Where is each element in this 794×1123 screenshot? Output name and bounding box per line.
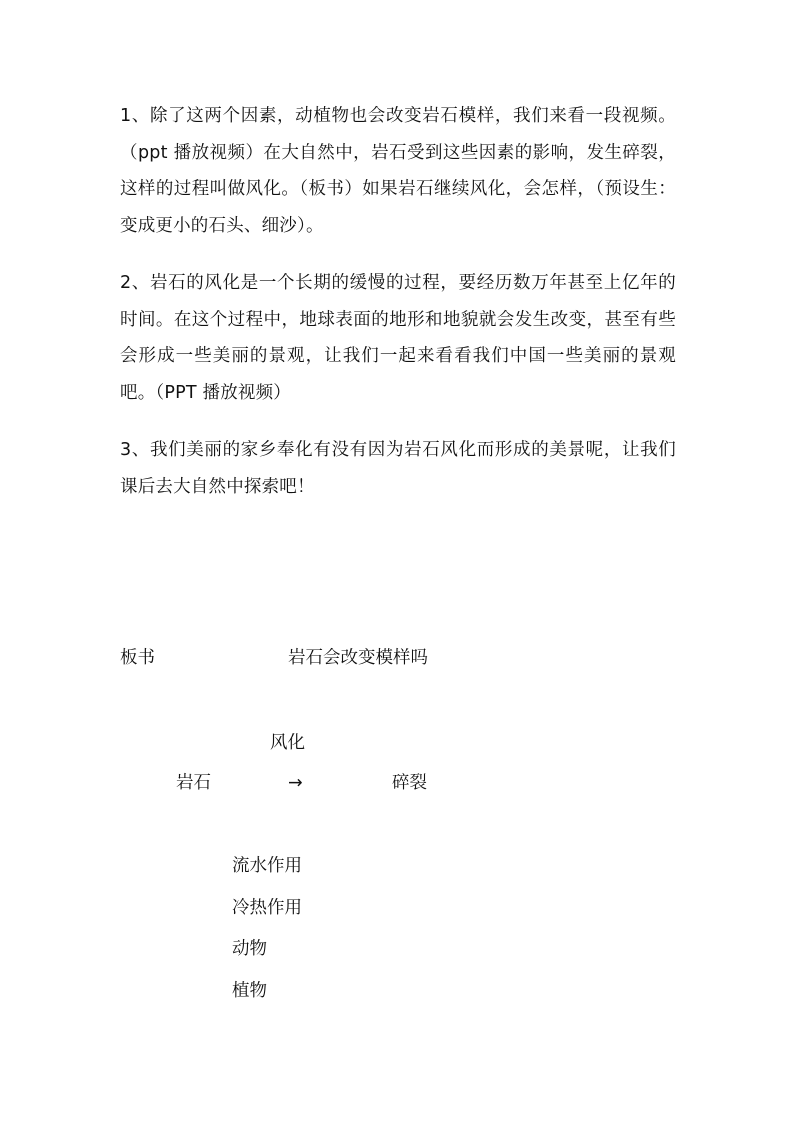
factor-item: 流水作用 [232,856,302,876]
factor-item: 冷热作用 [232,898,302,918]
rock-label: 岩石 [176,773,211,793]
process-label: 风化 [270,733,305,753]
paragraph-1: 1、除了这两个因素，动植物也会改变岩石模样，我们来看一段视频。（ppt 播放视频）在大自然中，岩石受到这些因素的影响，发生碎裂，这样的过程叫做风化。（板书）如果岩石继续风化，会怎样，（预设生：变成更小的石头、细沙）。 [120,106,676,236]
factor-item: 植物 [232,981,267,1001]
fragment-label: 碎裂 [392,773,427,793]
blackboard-title: 岩石会改变模样吗 [288,648,428,668]
paragraph-3: 3、我们美丽的家乡奉化有没有因为岩石风化而形成的美景呢，让我们课后去大自然中探索吧！ [120,440,676,497]
paragraph-2: 2、岩石的风化是一个长期的缓慢的过程，要经历数万年甚至上亿年的时间。在这个过程中，地球表面的地形和地貌就会发生改变，甚至有些会形成一些美丽的景观，让我们一起来看看我们中国一些美丽的景观吧。（PPT 播放视频） [120,273,676,403]
blackboard-label: 板书 [120,648,155,668]
arrow-icon: → [288,773,303,793]
factor-item: 动物 [232,939,267,959]
